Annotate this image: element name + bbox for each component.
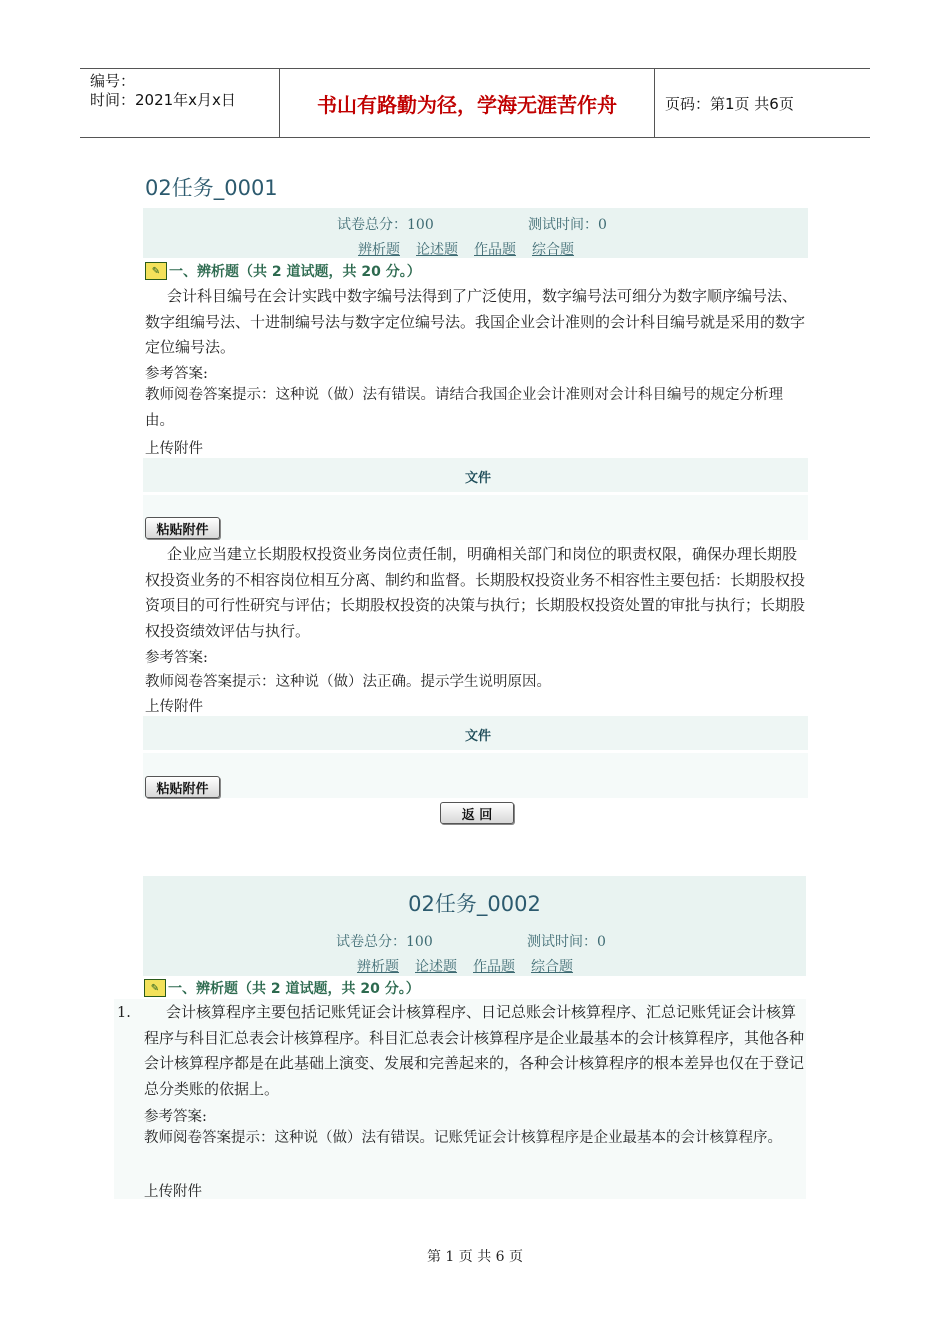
paste-attachment-button[interactable]: 粘贴附件 bbox=[145, 517, 220, 539]
task1-q1-text: 会计科目编号在会计实践中数字编号法得到了广泛使用，数字编号法可细分为数字顺序编号法、数字组编号法、十进制编号法与数字定位编号法。我国企业会计准则的会计科目编号就是采用的数字定位编号法。 bbox=[145, 287, 806, 356]
nav-link-bianxi[interactable]: 辨析题 bbox=[357, 959, 399, 975]
number-label: 编号： bbox=[90, 72, 136, 90]
section-heading-text: 一、辨析题（共 2 道试题，共 20 分。） bbox=[168, 981, 420, 997]
task2-q1-upload-label: 上传附件 bbox=[144, 1184, 202, 1200]
back-button[interactable]: 返 回 bbox=[440, 802, 514, 824]
task2-section-heading bbox=[144, 978, 420, 998]
time-label: 时间：2021年x月x日 bbox=[90, 91, 236, 109]
task1-q2-upload-label: 上传附件 bbox=[145, 699, 203, 715]
pencil-icon: ✎ bbox=[145, 262, 167, 280]
task1-q1-ref-label: 参考答案: bbox=[145, 366, 208, 382]
nav-link-bianxi[interactable]: 辨析题 bbox=[358, 242, 400, 258]
task2-total-score: 试卷总分：100 bbox=[336, 934, 433, 950]
task1-q2-ref-label: 参考答案: bbox=[145, 650, 208, 666]
nav-link-lunshu[interactable]: 论述题 bbox=[416, 242, 458, 258]
nav-link-zonghe[interactable]: 综合题 bbox=[531, 959, 573, 975]
section-heading-text: 一、辨析题（共 2 道试题，共 20 分。） bbox=[169, 264, 421, 280]
header-meta bbox=[80, 69, 280, 137]
task1-q2-file-label: 文件 bbox=[465, 729, 492, 744]
header-motto: 书山有路勤为径，学海无涯苦作舟 bbox=[280, 69, 655, 137]
nav-link-zuopin[interactable]: 作品题 bbox=[474, 242, 516, 258]
task1-q1-attach-band bbox=[143, 495, 808, 540]
task1-test-time: 测试时间：0 bbox=[528, 217, 607, 233]
task2-title: 02任务_0002 bbox=[408, 892, 541, 916]
nav-link-zuopin[interactable]: 作品题 bbox=[473, 959, 515, 975]
task2-q1-hint: 教师阅卷答案提示：这种说（做）法有错误。记账凭证会计核算程序是企业最基本的会计核算程序。 bbox=[144, 1130, 782, 1146]
task1-q1-upload-label: 上传附件 bbox=[145, 441, 203, 457]
page-footer: 第 1 页 共 6 页 bbox=[426, 1249, 524, 1265]
task1-q2-attach-band bbox=[143, 753, 808, 798]
pencil-icon: ✎ bbox=[144, 979, 166, 997]
task2-q1-ref-label: 参考答案: bbox=[144, 1109, 207, 1125]
task1-nav bbox=[358, 239, 590, 259]
paste-attachment-button[interactable]: 粘贴附件 bbox=[145, 776, 220, 798]
nav-link-zonghe[interactable]: 综合题 bbox=[532, 242, 574, 258]
header-page-label: 页码：第1页 共6页 bbox=[665, 94, 794, 113]
task2-nav bbox=[357, 956, 589, 976]
task1-title: 02任务_0001 bbox=[145, 176, 278, 200]
nav-link-lunshu[interactable]: 论述题 bbox=[415, 959, 457, 975]
task1-q1-hint: 教师阅卷答案提示：这种说（做）法有错误。请结合我国企业会计准则对会计科目编号的规定分析理由。 bbox=[145, 387, 783, 429]
document-header bbox=[80, 68, 870, 138]
task2-q1-number: 1. bbox=[117, 1005, 131, 1021]
task1-q1-file-label: 文件 bbox=[465, 471, 492, 486]
task1-total-score: 试卷总分：100 bbox=[337, 217, 434, 233]
task2-q1-text: 会计核算程序主要包括记账凭证会计核算程序、日记总账会计核算程序、汇总记账凭证会计核算程序与科目汇总表会计核算程序。科目汇总表会计核算程序是企业最基本的会计核算程序，其他各种会计核算程序都是在此基础上演变、发展和完善起来的，各种会计核算程序的根本差异也仅在于登记总分类账的依据上。 bbox=[144, 1003, 805, 1098]
task2-test-time: 测试时间：0 bbox=[527, 934, 606, 950]
task1-q2-text: 企业应当建立长期股权投资业务岗位责任制，明确相关部门和岗位的职责权限，确保办理长期股权投资业务的不相容岗位相互分离、制约和监督。长期股权投资业务不相容性主要包括：长期股权投资项目的可行性研究与评估；长期股权投资的决策与执行；长期股权投资处置的审批与执行；长期股权投资绩效评估与执行。 bbox=[145, 545, 806, 640]
task1-q2-hint: 教师阅卷答案提示：这种说（做）法正确。提示学生说明原因。 bbox=[145, 674, 551, 690]
task1-section-heading bbox=[145, 261, 421, 281]
